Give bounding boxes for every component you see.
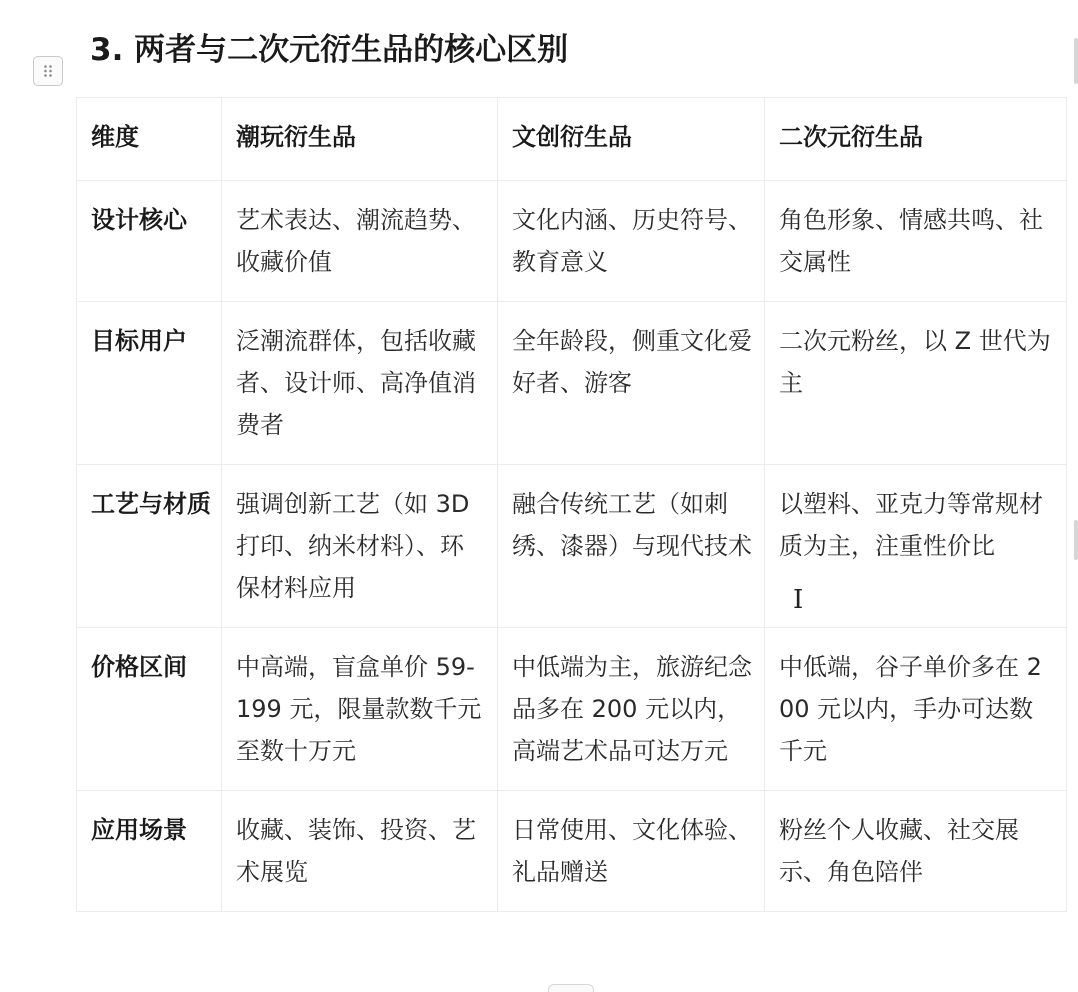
row-label[interactable]: 价格区间 xyxy=(77,628,222,791)
drag-handle-icon[interactable] xyxy=(33,56,63,86)
table-cell[interactable]: 融合传统工艺（如刺绣、漆器）与现代技术 xyxy=(498,465,765,628)
row-label[interactable]: 工艺与材质 xyxy=(77,465,222,628)
table-row xyxy=(77,791,1067,912)
scrollbar-lower[interactable] xyxy=(1074,520,1078,560)
table-cell[interactable]: 日常使用、文化体验、礼品赠送 xyxy=(498,791,765,912)
table-cell[interactable]: 二次元粉丝，以 Z 世代为主 xyxy=(765,302,1067,465)
drag-dots-icon xyxy=(43,64,53,78)
table-cell[interactable]: 强调创新工艺（如 3D 打印、纳米材料）、环保材料应用 xyxy=(222,465,498,628)
comparison-table-container xyxy=(76,97,1066,912)
table-row xyxy=(77,181,1067,302)
table-header-row xyxy=(77,98,1067,181)
text-cursor-icon: I xyxy=(793,585,804,615)
table-cell[interactable]: 泛潮流群体，包括收藏者、设计师、高净值消费者 xyxy=(222,302,498,465)
table-cell[interactable]: 文化内涵、历史符号、教育意义 xyxy=(498,181,765,302)
table-cell[interactable]: 角色形象、情感共鸣、社交属性 xyxy=(765,181,1067,302)
comparison-table xyxy=(76,97,1067,912)
header-cell-cultural-creative[interactable]: 文创衍生品 xyxy=(498,98,765,181)
table-row xyxy=(77,465,1067,628)
table-cell[interactable]: 艺术表达、潮流趋势、收藏价值 xyxy=(222,181,498,302)
table-cell[interactable]: 收藏、装饰、投资、艺术展览 xyxy=(222,791,498,912)
section-heading: 3. 两者与二次元衍生品的核心区别 xyxy=(90,32,569,68)
bottom-scroll-handle[interactable] xyxy=(548,984,594,992)
header-cell-trendy-toy[interactable]: 潮玩衍生品 xyxy=(222,98,498,181)
table-cell[interactable]: 中低端，谷子单价多在 200 元以内，手办可达数千元 xyxy=(765,628,1067,791)
table-cell[interactable]: 全年龄段，侧重文化爱好者、游客 xyxy=(498,302,765,465)
row-label[interactable]: 设计核心 xyxy=(77,181,222,302)
table-cell[interactable]: 粉丝个人收藏、社交展示、角色陪伴 xyxy=(765,791,1067,912)
table-row xyxy=(77,302,1067,465)
table-row xyxy=(77,628,1067,791)
row-label[interactable]: 应用场景 xyxy=(77,791,222,912)
row-label[interactable]: 目标用户 xyxy=(77,302,222,465)
table-cell[interactable]: 中高端，盲盒单价 59-199 元，限量款数千元至数十万元 xyxy=(222,628,498,791)
header-cell-dimension[interactable]: 维度 xyxy=(77,98,222,181)
table-cell[interactable]: 中低端为主，旅游纪念品多在 200 元以内，高端艺术品可达万元 xyxy=(498,628,765,791)
scrollbar-top[interactable] xyxy=(1074,38,1078,84)
header-cell-acg[interactable]: 二次元衍生品 xyxy=(765,98,1067,181)
table-cell[interactable]: 以塑料、亚克力等常规材质为主，注重性价比 xyxy=(765,465,1067,628)
